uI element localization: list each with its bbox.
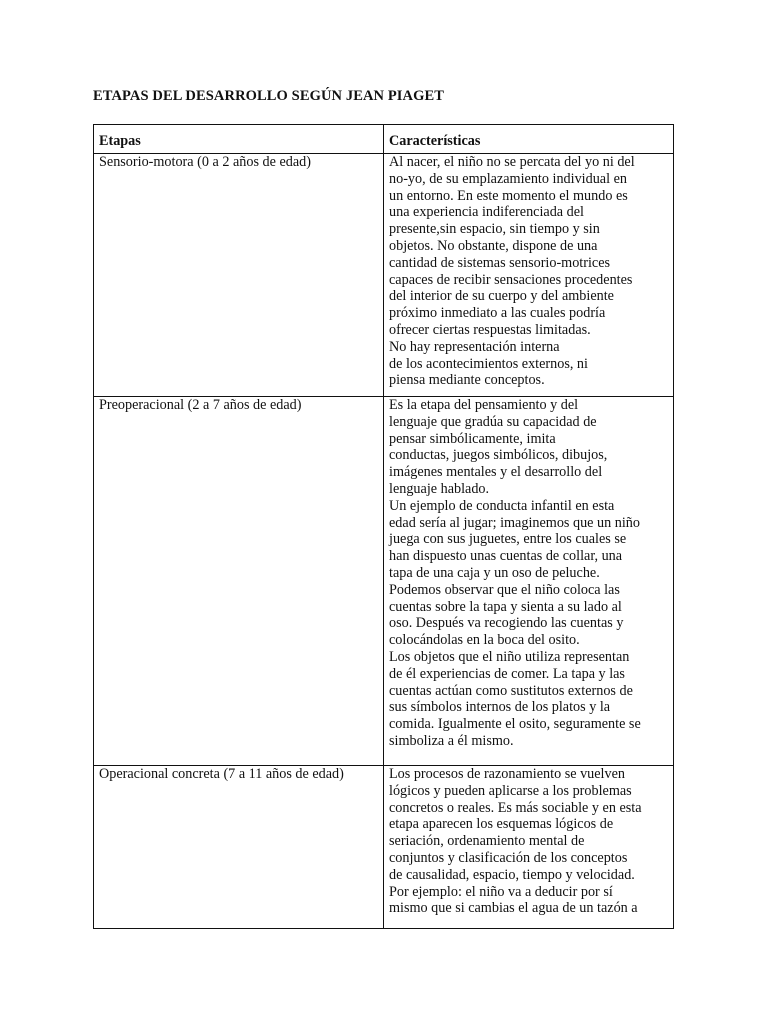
description-cell xyxy=(384,766,674,929)
description-line: cuentas actúan como sustitutos externos de xyxy=(389,682,633,699)
description-line: No hay representación interna xyxy=(389,338,560,355)
description-line: comida. Igualmente el osito, seguramente se xyxy=(389,716,641,733)
description-line: un entorno. En este momento el mundo es xyxy=(389,187,628,204)
description-line: simboliza a él mismo. xyxy=(389,732,514,749)
table-header-row xyxy=(94,125,674,154)
description-line: próximo inmediato a las cuales podría xyxy=(389,305,606,322)
description-line: Por ejemplo: el niño va a deducir por sí xyxy=(389,883,613,900)
description-cell xyxy=(384,397,674,766)
column-header-caracteristicas: Características xyxy=(384,125,674,154)
description-line: capaces de recibir sensaciones procedentes xyxy=(389,271,633,288)
description-line: imágenes mentales y el desarrollo del xyxy=(389,464,603,481)
description-line: no-yo, de su emplazamiento individual en xyxy=(389,170,627,187)
description-line: Al nacer, el niño no se percata del yo ni del xyxy=(389,154,635,170)
description-line: del interior de su cuerpo y del ambiente xyxy=(389,288,614,305)
description-line: sus símbolos internos de los platos y la xyxy=(389,699,611,716)
description-line: Los procesos de razonamiento se vuelven xyxy=(389,766,625,782)
description-line: una experiencia indiferenciada del xyxy=(389,204,584,221)
table-row xyxy=(94,766,674,929)
description-line: ofrecer ciertas respuestas limitadas. xyxy=(389,321,591,338)
description-line: Es la etapa del pensamiento y del xyxy=(389,397,579,413)
description-line: conjuntos y clasificación de los conceptos xyxy=(389,849,628,866)
description-line: de él experiencias de comer. La tapa y las xyxy=(389,665,625,682)
description-line: de causalidad, espacio, tiempo y velocidad. xyxy=(389,866,635,883)
description-line: han dispuesto unas cuentas de collar, una xyxy=(389,548,623,565)
stages-table xyxy=(93,124,674,929)
description-line: lenguaje que gradúa su capacidad de xyxy=(389,413,597,430)
description-line: mismo que si cambias el agua de un tazón a xyxy=(389,900,638,917)
description-line: oso. Después va recogiendo las cuentas y xyxy=(389,615,624,632)
description-line: piensa mediante conceptos. xyxy=(389,372,545,389)
description-line: cantidad de sistemas sensorio-motrices xyxy=(389,254,611,271)
description-line: lenguaje hablado. xyxy=(389,480,490,497)
table-row xyxy=(94,397,674,766)
description-cell xyxy=(384,154,674,397)
page-title: ETAPAS DEL DESARROLLO SEGÚN JEAN PIAGET xyxy=(93,88,445,104)
table-row xyxy=(94,154,674,397)
description-line: Los objetos que el niño utiliza representan xyxy=(389,648,630,665)
description-line: etapa aparecen los esquemas lógicos de xyxy=(389,816,614,833)
description-line: juega con sus juguetes, entre los cuales se xyxy=(389,531,627,548)
description-line: objetos. No obstante, dispone de una xyxy=(389,237,598,254)
description-line: lógicos y pueden aplicarse a los problemas xyxy=(389,782,632,799)
stage-cell: Sensorio-motora (0 a 2 años de edad) xyxy=(94,154,384,397)
stage-cell: Operacional concreta (7 a 11 años de edad) xyxy=(94,766,384,929)
description-line: concretos o reales. Es más sociable y en esta xyxy=(389,799,642,816)
description-line: conductas, juegos simbólicos, dibujos, xyxy=(389,447,608,464)
description-line: pensar simbólicamente, imita xyxy=(389,430,556,447)
stage-cell: Preoperacional (2 a 7 años de edad) xyxy=(94,397,384,766)
description-line: tapa de una caja y un oso de peluche. xyxy=(389,564,600,581)
description-line: edad sería al jugar; imaginemos que un niño xyxy=(389,514,640,531)
description-line: colocándolas en la boca del osito. xyxy=(389,632,580,649)
column-header-etapas: Etapas xyxy=(94,125,384,154)
description-line: seriación, ordenamiento mental de xyxy=(389,833,585,850)
description-line: Podemos observar que el niño coloca las xyxy=(389,581,620,598)
description-line: Un ejemplo de conducta infantil en esta xyxy=(389,497,615,514)
description-line: de los acontecimientos externos, ni xyxy=(389,355,588,372)
description-line: presente,sin espacio, sin tiempo y sin xyxy=(389,221,600,238)
description-line: cuentas sobre la tapa y sienta a su lado al xyxy=(389,598,622,615)
